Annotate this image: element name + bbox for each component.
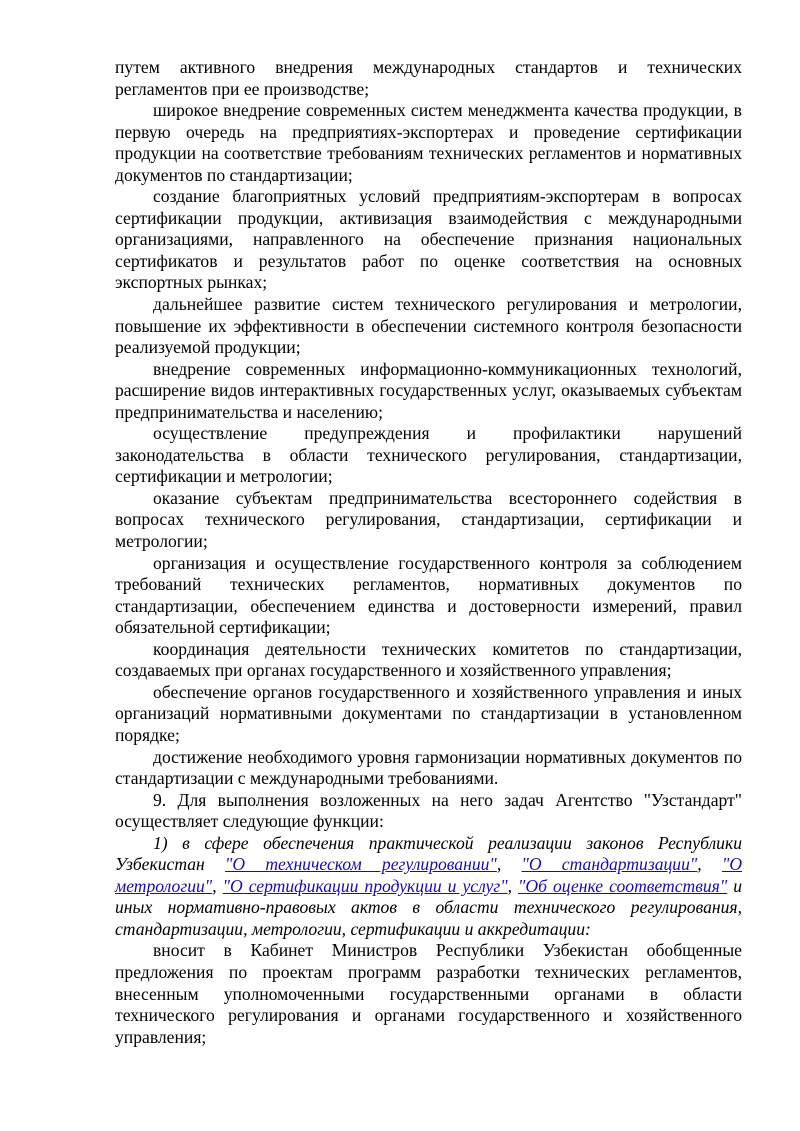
- law-link-standardization[interactable]: "О стандартизации": [521, 854, 698, 875]
- paragraph-9: координация деятельности технических комитетов по стандартизации, создаваемых при органах государственного и хозяйственного управления;: [115, 638, 742, 681]
- separator: ,: [507, 875, 518, 896]
- law-link-metrology[interactable]: "О метрологии": [115, 854, 743, 896]
- paragraph-10: обеспечение органов государственного и хозяйственного управления и иных организаций нормативными документами по стандартизации в установленном порядке;: [115, 681, 742, 745]
- paragraph-3: создание благоприятных условий предприятиям-экспортерам в вопросах сертификации продукции, активизация взаимодействия с международными организациями, направленного на обеспечение признания национальных сертификатов и результатов работ по оценке соответствия на основных экспортных рынках;: [115, 186, 742, 293]
- separator: ,: [496, 854, 522, 875]
- law-link-technical-regulation[interactable]: "О техническом регулировании": [225, 854, 497, 875]
- section-9-heading: 9. Для выполнения возложенных на него задач Агентство "Узстандарт" осуществляет следующие функции:: [115, 789, 742, 832]
- paragraph-1: путем активного внедрения международных стандартов и технических регламентов при ее производстве;: [115, 57, 742, 99]
- paragraph-8: организация и осуществление государственного контроля за соблюдением требований технических регламентов, нормативных документов по стандартизации, обеспечением единства и достоверности измерений, правил обязательной сертификации;: [115, 552, 742, 638]
- italic-intro: 1) в сфере обеспечения практической реализации законов Республики Узбекистан: [115, 832, 742, 875]
- law-link-conformity-assessment[interactable]: "Об оценке соответствия": [518, 875, 728, 896]
- separator: ,: [697, 854, 722, 875]
- paragraph-11: достижение необходимого уровня гармонизации нормативных документов по стандартизации с международными требованиями.: [115, 746, 742, 789]
- document-page: [115, 57, 742, 1048]
- italic-outro: и иных нормативно-правовых актов в области технического регулирования, стандартизации, метрологии, сертификации и аккредитации:: [115, 875, 743, 939]
- italic-subsection-1: [115, 833, 742, 941]
- separator: ,: [212, 875, 223, 896]
- paragraph-5: внедрение современных информационно-коммуникационных технологий, расширение видов интерактивных государственных услуг, оказываемых субъектам предпринимательства и населению;: [115, 358, 742, 422]
- paragraph-final: вносит в Кабинет Министров Республики Узбекистан обобщенные предложения по проектам программ разработки технических регламентов, внесенным уполномоченными государственными органами в области технического регулирования и органами государственного и хозяйственного управления;: [115, 940, 742, 1047]
- paragraph-2: широкое внедрение современных систем менеджмента качества продукции, в первую очередь на предприятиях-экспортерах и проведение сертификации продукции на соответствие требованиям технических регламентов и нормативных документов по стандартизации;: [115, 100, 742, 185]
- paragraph-7: оказание субъектам предпринимательства всестороннего содействия в вопросах технического регулирования, стандартизации, сертификации и метрологии;: [115, 487, 742, 552]
- law-link-certification[interactable]: "О сертификации продукции и услуг": [222, 875, 508, 896]
- paragraph-4: дальнейшее развитие систем технического регулирования и метрологии, повышение их эффективности в обеспечении системного контроля безопасности реализуемой продукции;: [115, 294, 742, 358]
- paragraph-6: осуществление предупреждения и профилактики нарушений законодательства в области технического регулирования, стандартизации, сертификации и метрологии;: [115, 423, 742, 487]
